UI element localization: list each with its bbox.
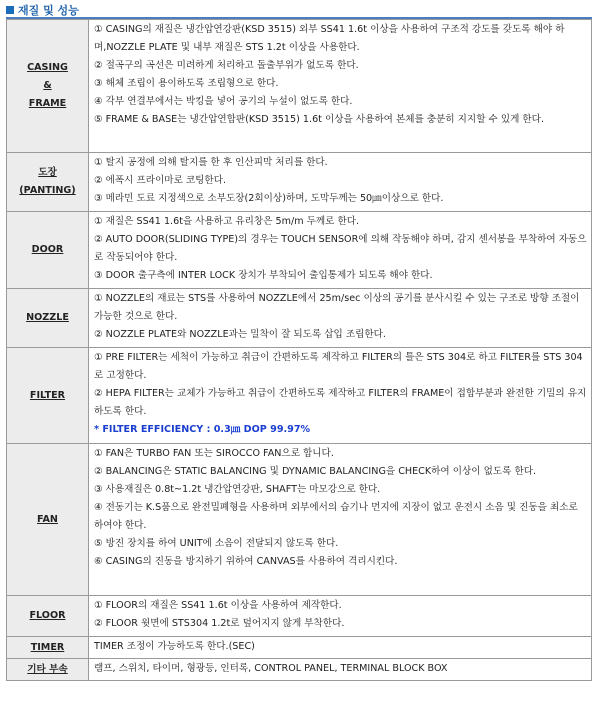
spec-item: ① CASING의 재질은 냉간압연강판(KSD 3515) 외부 SS41 1.6t 이상을 사용하여 구조적 강도를 갖도록 해야 하며,NOZZLE PLATE 및 내부 재질은 STS 1.2t 이상을 사용한다.: [94, 24, 565, 53]
spec-item: ① FAN은 TURBO FAN 또는 SIROCCO FAN으로 합니다.: [94, 448, 334, 459]
label-line: DOOR: [31, 244, 64, 255]
row-label-painting: [7, 153, 89, 212]
spec-item: ⑥ CASING의 진동을 방지하기 위하여 CANVAS를 사용하여 격리시킨다.: [94, 556, 398, 567]
label-line: NOZZLE: [26, 312, 69, 323]
label-line: &: [43, 80, 52, 91]
spec-item: ① PRE FILTER는 세척이 가능하고 취급이 간편하도록 제작하고 FILTER의 틀은 STS 304로 하고 FILTER를 STS 304로 고정한다.: [94, 352, 583, 381]
spec-item: ② 에폭시 프라이마로 코팅한다.: [94, 175, 227, 186]
table-row-casing-frame: [7, 20, 592, 153]
table-row-fan: [7, 444, 592, 596]
table-row-painting: [7, 153, 592, 212]
table-row-filter: [7, 348, 592, 444]
table-row-floor: [7, 596, 592, 637]
spec-item: ② 절곡구의 곡선은 미려하게 처리하고 돌출부위가 없도록 한다.: [94, 60, 359, 71]
label-line: 기타 부속: [27, 663, 68, 675]
table-row-door: [7, 212, 592, 289]
row-content-accessories: [89, 659, 592, 681]
table-row-accessories: [7, 659, 592, 681]
row-label-accessories: [7, 659, 89, 681]
label-line: 도장: [38, 167, 57, 178]
row-label-casing-frame: [7, 20, 89, 153]
table-row-timer: [7, 637, 592, 659]
spec-item: ② NOZZLE PLATE와 NOZZLE과는 밀착이 잘 되도록 삽입 조립한다.: [94, 329, 386, 340]
row-content-nozzle: [89, 289, 592, 348]
spec-item: ① 탈지 공정에 의해 탈지를 한 후 인산피막 처리를 한다.: [94, 157, 328, 168]
row-label-nozzle: [7, 289, 89, 348]
row-content-filter: [89, 348, 592, 444]
row-content-floor: [89, 596, 592, 637]
label-line: (PANTING): [19, 185, 76, 196]
square-bullet-icon: [6, 6, 14, 14]
row-content-door: [89, 212, 592, 289]
spec-item: ④ 전동기는 K.S품으로 완전밀폐형을 사용하며 외부에서의 습기나 먼지에 지장이 없고 운전시 소음 및 진동을 최소로 하여야 한다.: [94, 502, 578, 531]
row-content-fan: [89, 444, 592, 596]
spec-item: ④ 각부 연결부에서는 박킹을 넣어 공기의 누설이 없도록 한다.: [94, 96, 353, 107]
row-label-fan: [7, 444, 89, 596]
row-label-filter: [7, 348, 89, 444]
label-line: FILTER: [29, 389, 66, 401]
row-label-timer: [7, 637, 89, 659]
spec-item: 램프, 스위치, 타이머, 형광등, 인터록, CONTROL PANEL, TERMINAL BLOCK BOX: [94, 663, 448, 674]
row-label-floor: [7, 596, 89, 637]
filter-efficiency-note: * FILTER EFFICIENCY : 0.3㎛ DOP 99.97%: [94, 424, 311, 435]
spec-item: ③ DOOR 출구측에 INTER LOCK 장치가 부착되어 출입통제가 되도록 해야 한다.: [94, 270, 433, 281]
spec-item: TIMER 조정이 가능하도록 한다.(SEC): [94, 641, 255, 652]
spec-table: [6, 19, 592, 681]
spec-item: ① 재질은 SS41 1.6t을 사용하고 유리창은 5m/m 두께로 한다.: [94, 216, 360, 227]
label-line: FRAME: [28, 98, 67, 109]
row-content-timer: [89, 637, 592, 659]
spec-item: ③ 메라민 도료 지정색으로 소부도장(2회이상)하며, 도막두께는 50㎛이상으로 한다.: [94, 193, 444, 204]
row-content-casing-frame: [89, 20, 592, 153]
spec-item: ③ 해체 조립이 용이하도록 조립형으로 한다.: [94, 78, 279, 89]
spec-item: ① NOZZLE의 재료는 STS를 사용하여 NOZZLE에서 25m/sec 이상의 공기를 분사시킬 수 있는 구조로 방향 조절이 가능한 것으로 한다.: [94, 293, 580, 322]
label-line: FAN: [37, 513, 58, 525]
spec-item: ② AUTO DOOR(SLIDING TYPE)의 경우는 TOUCH SENSOR에 의해 작동해야 하며, 감지 센서봉을 부착하여 자동으로 작동되어야 한다.: [94, 234, 587, 263]
spec-item: ② FLOOR 윗면에 STS304 1.2t로 덮어지지 않게 부착한다.: [94, 618, 345, 629]
label-line: FLOOR: [29, 610, 66, 621]
row-content-painting: [89, 153, 592, 212]
section-heading: [6, 3, 79, 17]
spec-item: ⑤ FRAME & BASE는 냉간압연합판(KSD 3515) 1.6t 이상을 사용하여 본체를 충분히 지지할 수 있게 한다.: [94, 114, 544, 125]
spec-item: ① FLOOR의 재질은 SS41 1.6t 이상을 사용하여 제작한다.: [94, 600, 342, 611]
spec-item: ② BALANCING은 STATIC BALANCING 및 DYNAMIC BALANCING을 CHECK하여 이상이 없도록 한다.: [94, 466, 537, 477]
spec-item: ② HEPA FILTER는 교체가 가능하고 취급이 간편하도록 제작하고 FILTER의 FRAME이 접합부분과 완전한 기밀의 유지하도록 한다.: [94, 388, 587, 417]
section-heading-text: 재질 및 성능: [18, 4, 79, 17]
table-row-nozzle: [7, 289, 592, 348]
label-line: TIMER: [30, 641, 65, 653]
spec-item: ⑤ 방진 장치를 하여 UNIT에 소음이 전달되지 않도록 한다.: [94, 538, 339, 549]
label-line: CASING: [27, 62, 68, 73]
row-label-door: [7, 212, 89, 289]
spec-item: ③ 사용재질은 0.8t~1.2t 냉간압연강판, SHAFT는 마모강으로 한다.: [94, 484, 381, 495]
